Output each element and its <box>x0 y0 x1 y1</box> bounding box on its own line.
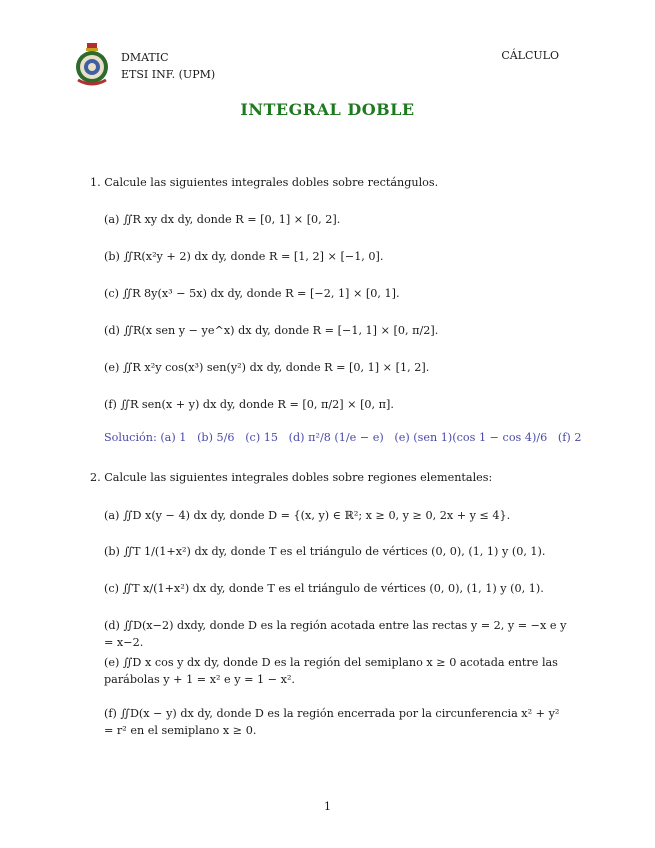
page-number: 1 <box>324 800 331 813</box>
problem-2-item-c: (c) ∬T x/(1+x²) dx dy, donde T es el triángulo de vértices (0, 0), (1, 1) y (0, 1). <box>104 582 544 595</box>
page-title: INTEGRAL DOBLE <box>240 100 415 119</box>
solution-label: Solución: <box>104 431 157 444</box>
problem-1-statement: 1. Calcule las siguientes integrales dobles sobre rectángulos. <box>90 176 439 189</box>
problem-1-item-a: (a) ∬R xy dx dy, donde R = [0, 1] × [0, 2]. <box>104 213 341 226</box>
solution-d: (d) π²/8 (1/e − e) <box>288 431 384 444</box>
header-left <box>121 49 215 83</box>
problem-1-item-d: (d) ∬R(x sen y − ye^x) dx dy, donde R = [−1, 1] × [0, π/2]. <box>104 324 439 337</box>
department-name: DMATIC <box>121 51 169 64</box>
problem-1-item-e: (e) ∬R x²y cos(x³) sen(y²) dx dy, donde R = [0, 1] × [1, 2]. <box>104 361 430 374</box>
problem-1-item-f: (f) ∬R sen(x + y) dx dy, donde R = [0, π/2] × [0, π]. <box>104 398 394 411</box>
problem-2-statement: 2. Calcule las siguientes integrales dobles sobre regiones elementales: <box>90 471 493 484</box>
problem-1-solution <box>104 431 581 444</box>
problem-2-item-d: (d) ∬D(x−2) dxdy, donde D es la región acotada entre las rectas y = 2, y = −x e y = x−2. <box>104 619 567 649</box>
school-name: ETSI INF. (UPM) <box>121 68 216 81</box>
problem-1-item-b: (b) ∬R(x²y + 2) dx dy, donde R = [1, 2] × [−1, 0]. <box>104 250 384 263</box>
university-crest-icon <box>72 42 112 86</box>
solution-e: (e) (sen 1)(cos 1 − cos 4)/6 <box>394 431 548 444</box>
problem-2-item-e: (e) ∬D x cos y dx dy, donde D es la región del semiplano x ≥ 0 acotada entre las parábolas y + 1 = x² e y = 1 − x². <box>104 656 558 686</box>
solution-a: (a) 1 <box>160 431 187 444</box>
problem-2-item-b: (b) ∬T 1/(1+x²) dx dy, donde T es el triángulo de vértices (0, 0), (1, 1) y (0, 1). <box>104 545 546 558</box>
solution-c: (c) 15 <box>245 431 278 444</box>
problem-2-item-a: (a) ∬D x(y − 4) dx dy, donde D = {(x, y) ∈ ℝ²; x ≥ 0, y ≥ 0, 2x + y ≤ 4}. <box>104 509 511 522</box>
problem-1-item-c: (c) ∬R 8y(x³ − 5x) dx dy, donde R = [−2, 1] × [0, 1]. <box>104 287 400 300</box>
solution-f: (f) 2 <box>557 431 582 444</box>
problem-2-item-f: (f) ∬D(x − y) dx dy, donde D es la región encerrada por la circunferencia x² + y² = r² en el semiplano x ≥ 0. <box>104 707 560 737</box>
solution-b: (b) 5/6 <box>197 431 235 444</box>
subject-name: CÁLCULO <box>501 49 559 62</box>
